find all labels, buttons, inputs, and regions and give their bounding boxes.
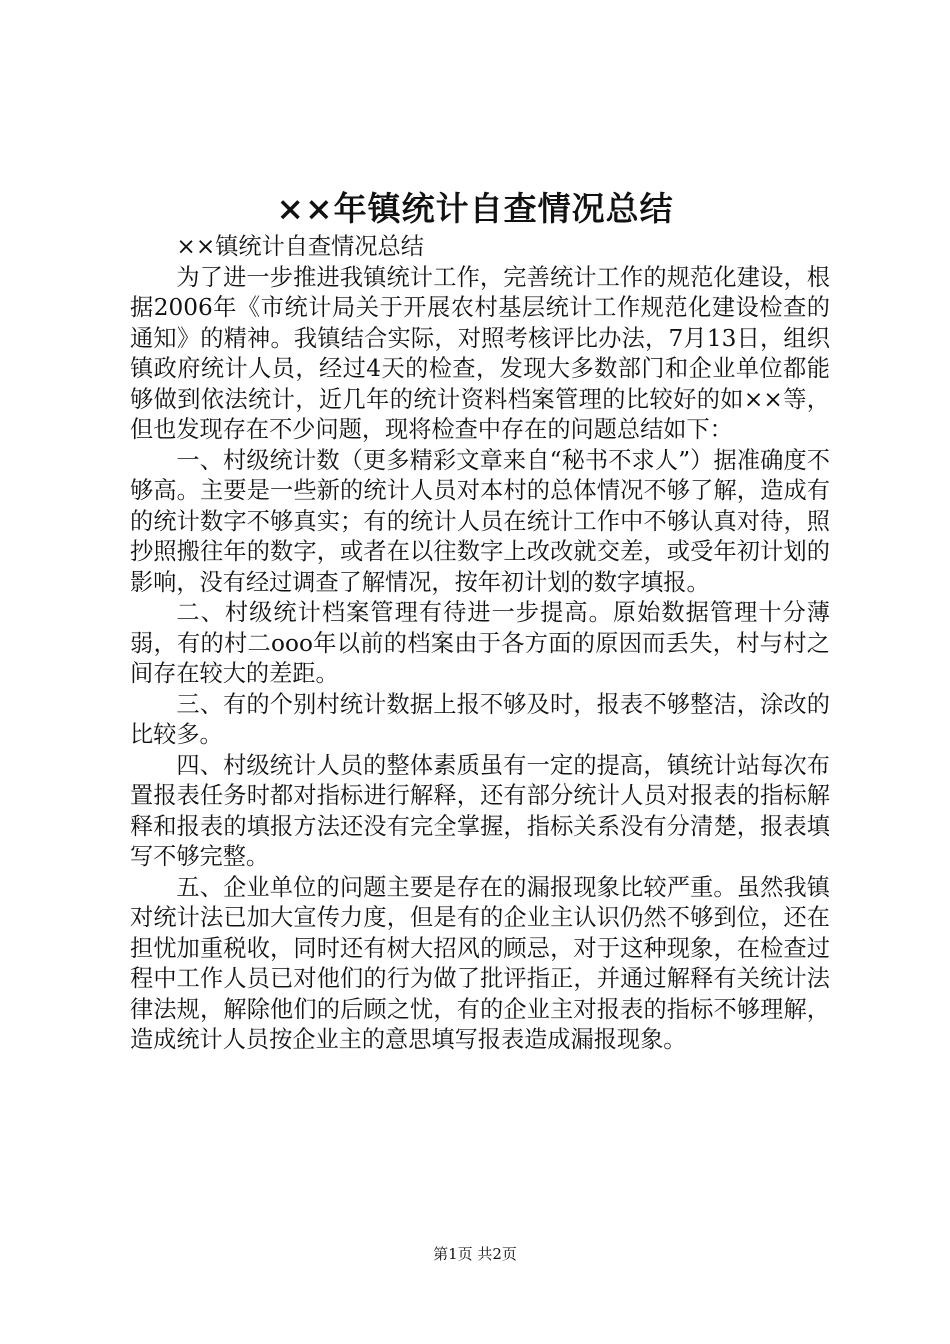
paragraph-issue-2: 二、村级统计档案管理有待进一步提高。原始数据管理十分薄弱，有的村二ooo年以前的档案由于各方面的原因而丢失，村与村之间存在较大的差距。 <box>130 599 830 687</box>
paragraph-subtitle: ××镇统计自查情况总结 <box>176 233 424 260</box>
document-body <box>130 232 830 1056</box>
paragraph-issue-1: 一、村级统计数（更多精彩文章来自“秘书不求人”）据准确度不够高。主要是一些新的统计人员对本村的总体情况不够了解，造成有的统计数字不够真实；有的统计人员在统计工作中不够认真对待，照抄照搬往年的数字，或者在以往数字上改改就交差，或受年初计划的影响，没有经过调查了解情况，按年初计划的数字填报。 <box>130 446 830 596</box>
page-number-footer: 第1页 共2页 <box>433 1245 517 1263</box>
paragraph-issue-5: 五、企业单位的问题主要是存在的漏报现象比较严重。虽然我镇对统计法已加大宣传力度，但是有的企业主认识仍然不够到位，还在担忧加重税收，同时还有树大招风的顾忌，对于这种现象，在检查过程中工作人员已对他们的行为做了批评指正，并通过解释有关统计法律法规，解除他们的后顾之忧，有的企业主对报表的指标不够理解，造成统计人员按企业主的意思填写报表造成漏报现象。 <box>130 873 830 1053</box>
paragraph-intro: 为了进一步推进我镇统计工作，完善统计工作的规范化建设，根据2006年《市统计局关于开展农村基层统计工作规范化建设检查的通知》的精神。我镇结合实际，对照考核评比办法，7月13日，组织镇政府统计人员，经过4天的检查，发现大多数部门和企业单位都能够做到依法统计，近几年的统计资料档案管理的比较好的如××等，但也发现存在不少问题，现将检查中存在的问题总结如下： <box>130 263 830 443</box>
paragraph-issue-4: 四、村级统计人员的整体素质虽有一定的提高，镇统计站每次布置报表任务时都对指标进行解释，还有部分统计人员对报表的指标解释和报表的填报方法还没有完全掌握，指标关系没有分清楚，报表填写不够完整。 <box>130 751 830 870</box>
document-title: ××年镇统计自查情况总结 <box>276 189 674 228</box>
paragraph-issue-3: 三、有的个别村统计数据上报不够及时，报表不够整洁，涂改的比较多。 <box>130 690 830 748</box>
